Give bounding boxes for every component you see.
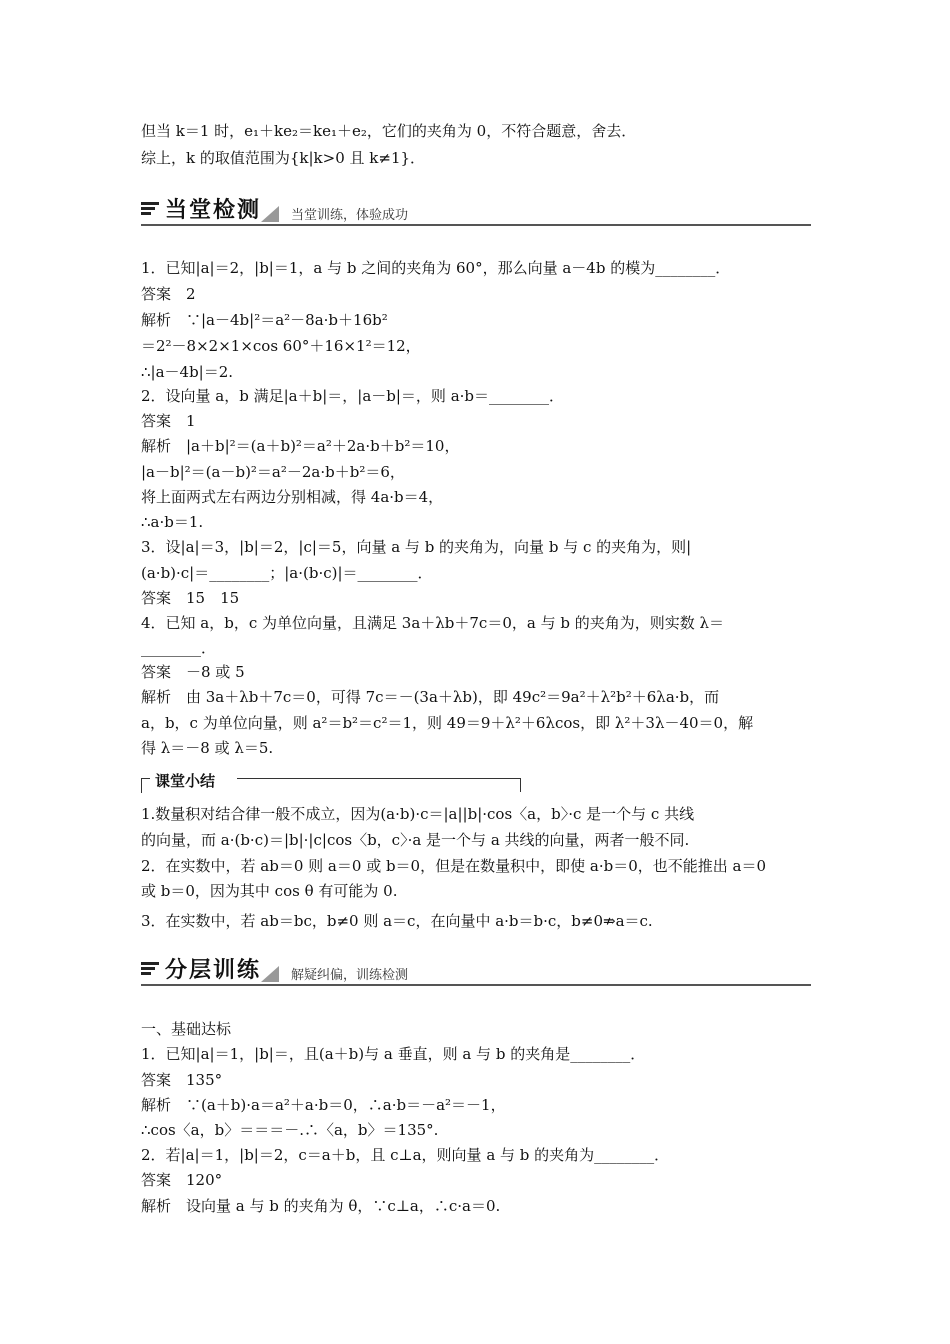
summary-title: 课堂小结 <box>155 770 221 791</box>
text-line: 一、基础达标 <box>141 1020 232 1038</box>
banner-triangle-icon <box>261 206 279 222</box>
text-line: ＝2²－8×2×1×cos 60°＋16×1²＝12， <box>141 337 421 355</box>
text-line: 4．已知 a，b，c 为单位向量，且满足 3a＋λb＋7c＝0，a 与 b 的夹角为，则实数 λ＝ <box>141 614 725 632</box>
text-line: 答案 －8 或 5 <box>141 663 245 681</box>
text-line: 答案 2 <box>141 285 196 303</box>
text-line: |a－b|²＝(a－b)²＝a²－2a·b＋b²＝6， <box>141 463 405 481</box>
text-line: 解析 设向量 a 与 b 的夹角为 θ，∵c⊥a，∴c·a＝0. <box>141 1197 501 1215</box>
text-line: ∴|a－4b|＝2. <box>141 363 234 381</box>
text-line: 解析 ∵|a－4b|²＝a²－8a·b＋16b² <box>141 311 388 329</box>
banner-rule <box>141 224 811 226</box>
text-line: 2．在实数中，若 ab＝0 则 a＝0 或 b＝0，但是在数量积中，即使 a·b＝0，也不能推出 a＝0 <box>141 857 766 875</box>
text-line: 3．在实数中，若 ab＝bc，b≠0 则 a＝c，在向量中 a·b＝b·c，b≠0⇏a＝c. <box>141 912 653 930</box>
text-line: 3．设|a|＝3，|b|＝2，|c|＝5，向量 a 与 b 的夹角为，向量 b 与 c 的夹角为，则| <box>141 538 692 556</box>
text-line: 或 b＝0，因为其中 cos θ 有可能为 0. <box>141 882 398 900</box>
section-title: 分层训练 <box>165 958 262 983</box>
text-line: 将上面两式左右两边分别相减，得 4a·b＝4， <box>141 488 444 506</box>
summary-tick <box>520 778 521 792</box>
text-line: ________． <box>141 639 217 657</box>
text-line: a，b，c 为单位向量，则 a²＝b²＝c²＝1，则 49＝9＋λ²＋6λcos，即 λ²＋3λ－40＝0，解 <box>141 714 754 732</box>
text-line: ∴cos〈a，b〉＝＝＝－.∴〈a，b〉＝135°. <box>141 1121 439 1139</box>
text-line: 但当 k＝1 时，e₁＋ke₂＝ke₁＋e₂，它们的夹角为 0，不符合题意，舍去． <box>141 122 637 140</box>
summary-heading <box>141 770 521 790</box>
text-line: 解析 |a＋b|²＝(a＋b)²＝a²＋2a·b＋b²＝10， <box>141 437 460 455</box>
summary-rule <box>237 778 521 779</box>
section-subtitle: 解疑纠偏，训练检测 <box>291 968 409 983</box>
text-line: 答案 120° <box>141 1171 223 1189</box>
text-line: 解析 由 3a＋λb＋7c＝0，可得 7c＝－(3a＋λb)，即 49c²＝9a²＋λ²b²＋6λa·b，而 <box>141 688 720 706</box>
banner-triangle-icon <box>261 966 279 982</box>
text-line: 1．已知|a|＝2，|b|＝1，a 与 b 之间的夹角为 60°，那么向量 a－4b 的模为________． <box>141 259 731 277</box>
section-banner-practice <box>141 958 811 988</box>
text-line: ∴a·b＝1. <box>141 513 204 531</box>
text-line: 1．已知|a|＝1，|b|＝，且(a＋b)与 a 垂直，则 a 与 b 的夹角是________． <box>141 1045 646 1063</box>
text-line: 答案 15 15 <box>141 589 240 607</box>
banner-stripes-icon <box>141 962 159 980</box>
section-title: 当堂检测 <box>165 198 262 223</box>
section-subtitle: 当堂训练，体验成功 <box>291 208 409 223</box>
banner-rule <box>141 984 811 986</box>
section-banner-check <box>141 198 811 228</box>
text-line: 解析 ∵(a＋b)·a＝a²＋a·b＝0，∴a·b＝－a²＝－1， <box>141 1096 506 1114</box>
text-line: 2．若|a|＝1，|b|＝2，c＝a＋b，且 c⊥a，则向量 a 与 b 的夹角为________． <box>141 1146 670 1164</box>
text-line: 得 λ＝－8 或 λ＝5. <box>141 739 274 757</box>
text-line: 综上，k 的取值范围为{k|k>0 且 k≠1}． <box>141 149 426 167</box>
text-line: 2．设向量 a，b 满足|a＋b|＝，|a－b|＝，则 a·b＝________． <box>141 387 565 405</box>
text-line: 1.数量积对结合律一般不成立，因为(a·b)·c＝|a||b|·cos〈a，b〉·c 是一个与 c 共线 <box>141 805 695 823</box>
text-line: (a·b)·c|＝________；|a·(b·c)|＝________． <box>141 564 433 582</box>
banner-stripes-icon <box>141 202 159 220</box>
summary-corner <box>141 778 150 793</box>
text-line: 答案 1 <box>141 412 196 430</box>
text-line: 的向量，而 a·(b·c)＝|b|·|c|cos〈b，c〉·a 是一个与 a 共线的向量，两者一般不同. <box>141 831 690 849</box>
text-line: 答案 135° <box>141 1071 223 1089</box>
